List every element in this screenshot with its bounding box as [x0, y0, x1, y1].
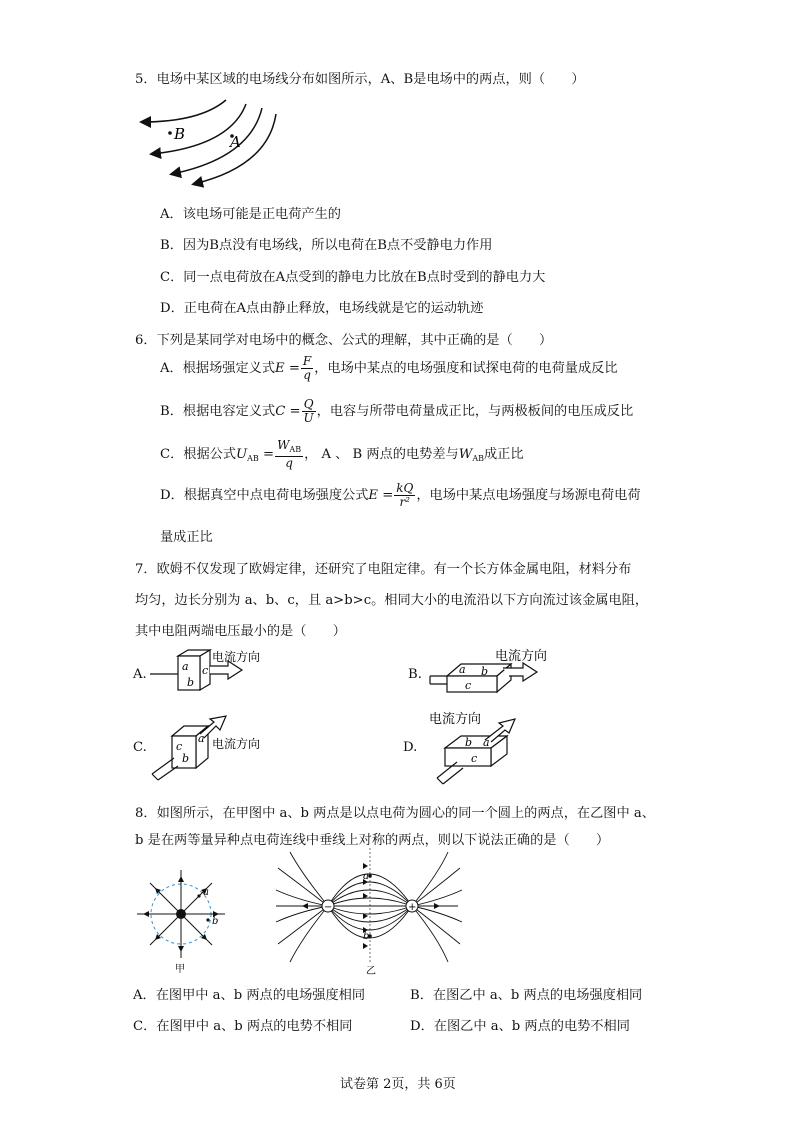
svg-text:c: c	[471, 752, 478, 765]
q6-option-a: A．根据场强定义式E = $\frac{F}{q}$ ，电场中某点的电场强度和试探电荷的电荷量成反比	[160, 354, 618, 382]
svg-text:b: b	[481, 665, 489, 678]
svg-text:a: a	[483, 736, 490, 749]
q5-stem: 5．电场中某区域的电场线分布如图所示，A、B是电场中的两点，则（ ）	[135, 72, 585, 87]
svg-text:a: a	[459, 663, 466, 676]
point-B-dot	[168, 131, 172, 135]
q7-option-c-label: C.	[133, 740, 147, 755]
figure-yi-caption: 乙	[366, 966, 376, 976]
q5-option-d: D．正电荷在A点由静止释放，电场线就是它的运动轨迹	[160, 301, 484, 316]
negative-charge: −	[324, 902, 333, 913]
q6-stem: 6．下列是某同学对电场中的概念、公式的理解，其中正确的是（ ）	[135, 333, 553, 348]
q7-option-c-figure	[150, 712, 280, 782]
q8-option-c: C．在图甲中 a、b 两点的电势不相同	[133, 1019, 353, 1034]
svg-text:a: a	[203, 887, 209, 898]
svg-text:c: c	[202, 664, 209, 677]
point-B-label: B	[174, 125, 186, 143]
q8-figure-yi	[272, 846, 464, 976]
q8-option-b: B．在图乙中 a、b 两点的电场强度相同	[410, 988, 643, 1003]
q7-option-b-figure	[425, 646, 575, 701]
q7-option-a-figure	[150, 646, 280, 696]
q5-option-b: B．因为B点没有电场线，所以电荷在B点不受静电力作用	[160, 238, 493, 253]
svg-text:电流方向: 电流方向	[212, 737, 261, 751]
q7-line1: 7．欧姆不仅发现了欧姆定律，还研究了电阻定律。有一个长方体金属电阻，材料分布	[135, 562, 632, 577]
q8-line2: b 是在两等量异种点电荷连线中垂线上对称的两点，则以下说法正确的是（ ）	[135, 833, 610, 848]
q7-option-b-label: B.	[408, 667, 422, 682]
point-A-label: A	[230, 133, 241, 151]
svg-text:c: c	[465, 679, 472, 692]
q7-line2: 均匀，边长分别为 a、b、c，且 a>b>c。相同大小的电流沿以下方向流过该金属电阻，	[135, 593, 649, 608]
q6-option-c: C．根据公式$U_{AB}$ = $\frac{W_{AB}}{q}$ ， A 、 B 两点的电势差与$W_{AB}$成正比	[160, 438, 524, 470]
q6-option-d-cont: 量成正比	[160, 530, 213, 545]
q5-option-c: C．同一点电荷放在A点受到的静电力比放在B点时受到的静电力大	[160, 270, 546, 285]
q7-option-a-label: A.	[133, 667, 147, 682]
field-line-1	[142, 100, 226, 122]
q5-option-a: A．该电场可能是正电荷产生的	[160, 207, 341, 222]
svg-text:电流方向: 电流方向	[495, 649, 548, 664]
q7-option-d-label: D.	[403, 740, 418, 755]
svg-text:c: c	[176, 740, 183, 753]
svg-text:b: b	[182, 752, 190, 765]
q7-line3: 其中电阻两端电压最小的是（ ）	[135, 624, 346, 639]
svg-text:b: b	[187, 676, 195, 689]
figure-jia-caption: 甲	[175, 964, 185, 975]
page-footer: 试卷第 2页，共 6页	[340, 1077, 456, 1092]
q6-option-d: D．根据真空中点电荷电场强度公式E = $\frac{kQ}{\text{r²}}$ ，电场中某点电场强度与场源电荷电荷	[160, 481, 641, 509]
q8-option-d: D．在图乙中 a、b 两点的电势不相同	[410, 1019, 630, 1034]
q8-figure-jia	[132, 868, 232, 978]
q8-line1: 8．如图所示，在甲图中 a、b 两点是以点电荷为圆心的同一个圆上的两点，在乙图中 a、	[135, 806, 655, 821]
q6-option-b: B．根据电容定义式C = $\frac{Q}{U}$ ，电容与所带电荷量成正比，与两极板间的电压成反比	[160, 397, 634, 425]
positive-charge: +	[408, 902, 417, 913]
svg-text:a: a	[198, 732, 205, 745]
svg-text:a: a	[363, 871, 369, 882]
q5-field-lines-figure	[130, 96, 280, 192]
q7-option-d-figure	[425, 706, 575, 786]
svg-text:a: a	[182, 660, 189, 673]
current-direction-label: 电流方向	[212, 650, 261, 664]
svg-text:电流方向: 电流方向	[429, 712, 482, 727]
svg-text:b: b	[363, 931, 370, 942]
svg-text:b: b	[212, 916, 219, 927]
svg-text:b: b	[465, 736, 473, 749]
q8-option-a: A．在图甲中 a、b 两点的电场强度相同	[133, 988, 366, 1003]
